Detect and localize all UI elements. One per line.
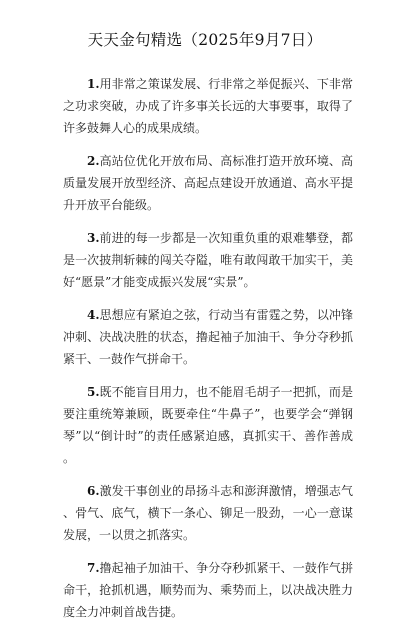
paragraph-text: 用非常之策谋发展、行非常之举促振兴、下非常之功求突破，办成了许多事关长远的大事要事，取得了许多鼓舞人心的成果成绩。	[63, 77, 353, 135]
document-body	[63, 73, 353, 634]
paragraph-text: 思想应有紧迫之弦，行动当有雷霆之势，以冲锋冲刺、决战决胜的状态，撸起袖子加油干、争分夺秒抓紧干、一鼓作气拼命干。	[63, 308, 353, 366]
paragraph-number: 1.	[87, 77, 100, 91]
paragraph-number: 6.	[87, 484, 100, 498]
paragraph-3	[63, 227, 353, 293]
paragraph-text: 高站位优化开放布局、高标准打造开放环境、高质量发展开放型经济、高起点建设开放通道、高水平提升开放平台能级。	[63, 154, 353, 212]
paragraph-text: 撸起袖子加油干、争分夺秒抓紧干、一鼓作气拼命干，抢抓机遇，顺势而为、乘势而上，以决战决胜力度全力冲刺首战告捷。	[63, 561, 353, 619]
paragraph-number: 3.	[87, 231, 100, 245]
paragraph-7	[63, 557, 353, 623]
document-title: 天天金句精选（2025年9月7日）	[87, 31, 323, 49]
paragraph-4	[63, 304, 353, 370]
paragraph-text: 既不能盲目用力，也不能眉毛胡子一把抓，而是要注重统筹兼顾，既要牵住“牛鼻子”，也要学会“弹钢琴”以“倒计时”的责任感紧迫感，真抓实干、善作善成。	[63, 385, 353, 465]
paragraph-2	[63, 150, 353, 216]
paragraph-6	[63, 480, 353, 546]
paragraph-number: 7.	[87, 561, 100, 575]
paragraph-number: 5.	[87, 385, 100, 399]
paragraph-text: 激发干事创业的昂扬斗志和澎湃激情，增强志气、骨气、底气，横下一条心、铆足一股劲，一心一意谋发展，一以贯之抓落实。	[63, 484, 353, 542]
paragraph-text: 前进的每一步都是一次知重负重的艰难攀登，都是一次披荆斩棘的闯关夺隘，唯有敢闯敢干加实干，美好“愿景”才能变成振兴发展“实景”。	[63, 231, 353, 289]
paragraph-5	[63, 381, 353, 469]
paragraph-1	[63, 73, 353, 139]
paragraph-number: 4.	[87, 308, 100, 322]
paragraph-number: 2.	[87, 154, 100, 168]
